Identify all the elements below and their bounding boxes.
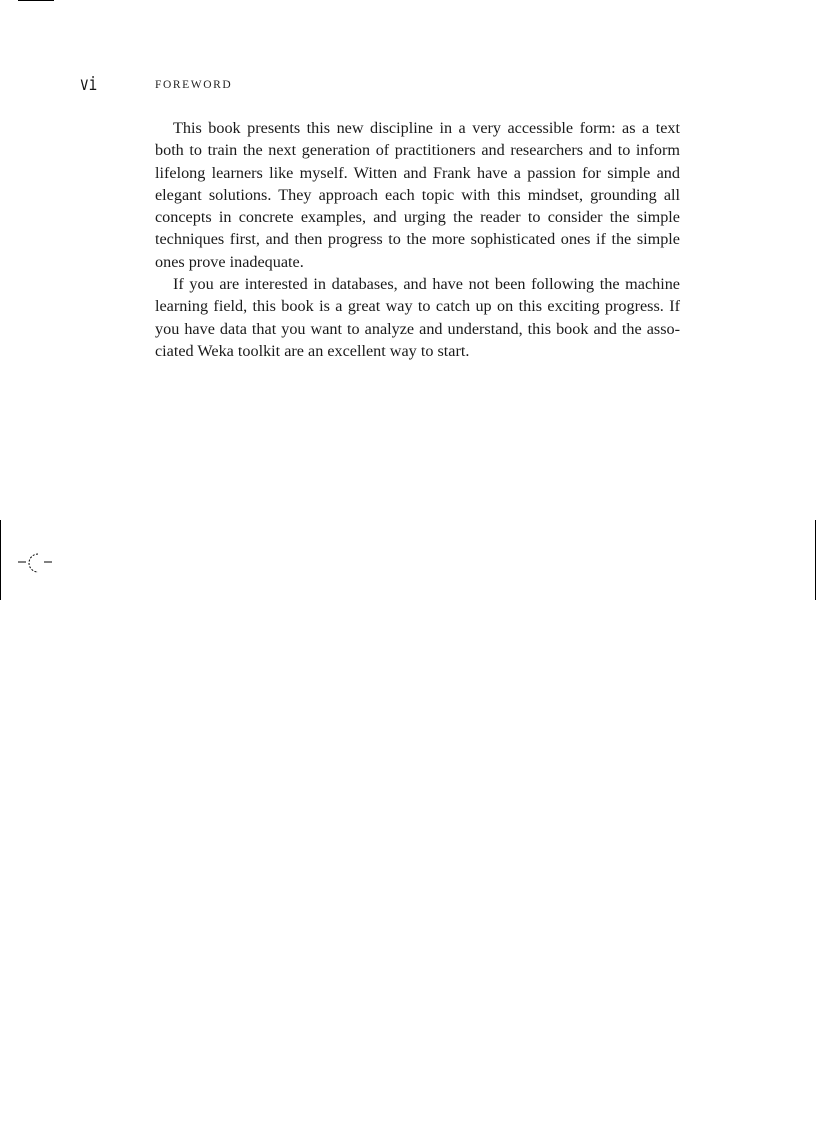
registration-line-left	[0, 520, 1, 600]
paragraph: If you are interested in databases, and have not been following the machine learning field, this book is a great way to catch up on this exciting progress. If you have data that you want to analyze and understand, this book and the associated Weka toolkit are an excellent way to start.	[155, 275, 680, 360]
paragraph: This book presents this new discipline in a very accessible form: as a text both to train the next generation of practitioners and researchers and to inform lifelong learners like myself. Witten and Frank have a passion for simple and elegant solutions. They approach each topic with this mindset, grounding all concepts in concrete examples, and urging the reader to consider the simple techniques first, and then progress to the more sophisticated ones if the simple ones prove inadequate.	[155, 119, 680, 271]
body-text	[155, 117, 680, 362]
page-number: vi	[80, 73, 98, 95]
crop-mark-top	[18, 0, 54, 1]
running-head: FOREWORD	[155, 79, 233, 91]
registration-mark-icon	[16, 551, 56, 575]
